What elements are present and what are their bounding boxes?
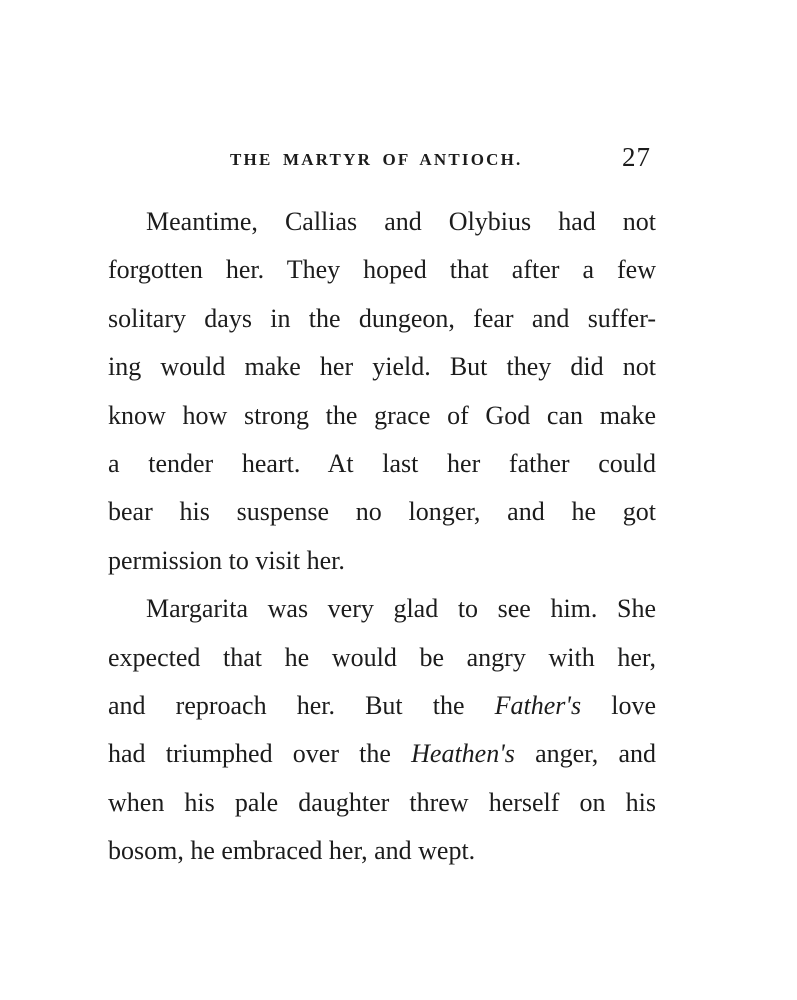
text-run: had triumphed over the xyxy=(108,739,412,769)
running-title: THE MARTYR OF ANTIOCH. xyxy=(230,150,523,169)
running-head xyxy=(0,140,797,176)
text-line: know how strong the grace of God can make xyxy=(108,400,656,430)
text-line: ing would make her yield. But they did not xyxy=(108,352,656,382)
text-line: Meantime, Callias and Olybius had not xyxy=(146,207,656,236)
text-line: Margarita was very glad to see him. She xyxy=(146,594,656,624)
text-line: solitary days in the dungeon, fear and suffer- xyxy=(108,303,656,333)
text-line xyxy=(108,682,656,730)
body-text xyxy=(108,198,656,875)
text-line: permission to visit her. xyxy=(108,545,345,575)
text-line: a tender heart. At last her father could xyxy=(108,448,656,478)
italic-emphasis: Heathen's xyxy=(411,739,515,769)
text-run: anger, and xyxy=(514,739,656,769)
text-line: expected that he would be angry with her, xyxy=(108,642,656,672)
text-line: when his pale daughter threw herself on his xyxy=(108,787,656,817)
text-run: and reproach her. But the xyxy=(108,690,495,720)
text-run: love xyxy=(581,690,656,720)
text-line xyxy=(108,730,656,778)
text-line: bosom, he embraced her, and wept. xyxy=(108,836,476,866)
page-number: 27 xyxy=(622,142,651,172)
text-line: forgotten her. They hoped that after a few xyxy=(108,255,656,285)
italic-emphasis: Father's xyxy=(494,690,582,720)
text-line: bear his suspense no longer, and he got xyxy=(108,497,656,527)
